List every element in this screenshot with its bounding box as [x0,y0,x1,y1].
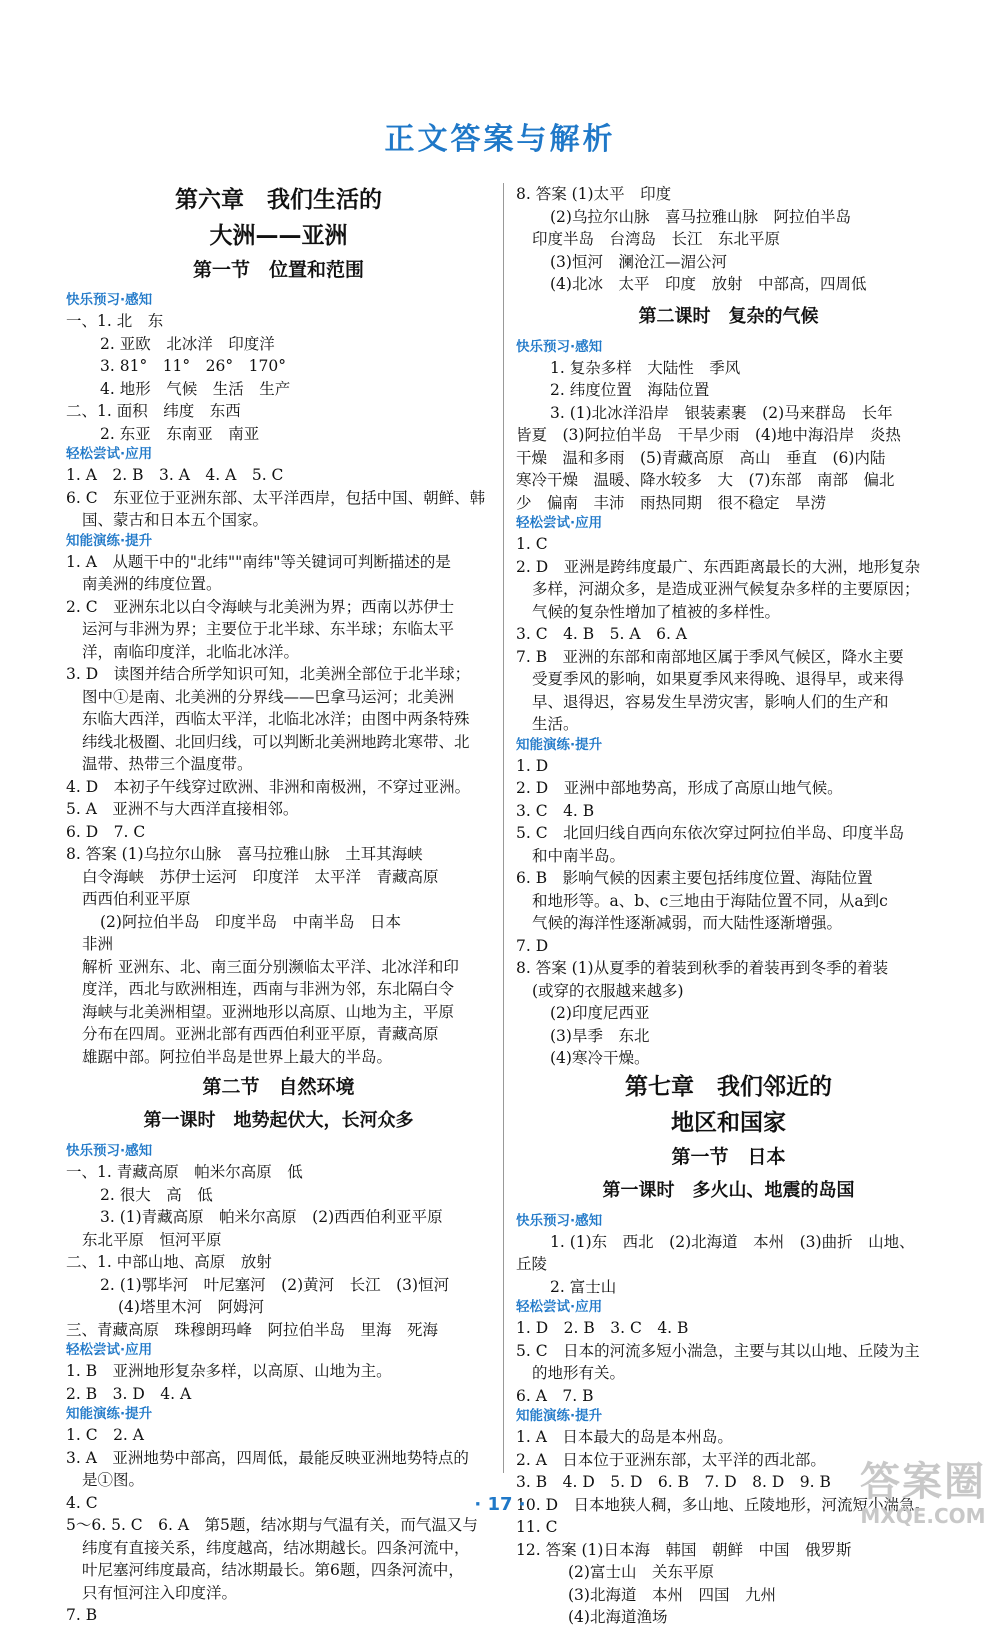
answer-line: 5～6. 5. C 6. A 第5题，结冰期与气温有关，而气温又与 [66,1516,478,1534]
answer-line: 10. D 日本地狭人稠，多山地、丘陵地形，河流短小湍急。 [516,1495,931,1514]
answer-line: 二、1. 中部山地、高原 放射 [66,1253,272,1271]
watermark-logo [860,1460,986,1528]
subsection-label: 知能演练·提升 [66,532,153,549]
answer-line: 分布在四周。亚洲北部有西西伯利亚平原，青藏高原 [82,1025,439,1043]
page-title: 正文答案与解析 [384,122,616,157]
answer-line: 1. 复杂多样 大陆性 季风 [550,358,741,377]
answer-line: 7. B [66,1606,98,1624]
answer-line: 解析 亚洲东、北、南三面分别濒临太平洋、北冰洋和印 [82,957,459,976]
answer-line: 3. B 4. D 5. D 6. B 7. D 8. D 9. B [516,1473,831,1491]
answer-line: 一、1. 北 东 [66,312,164,330]
answer-line: (或穿的衣服越来越多) [532,981,684,1000]
column-divider [503,183,504,1473]
answer-line: 3. (1)青藏高原 帕米尔高原 (2)西西伯利亚平原 [100,1208,443,1226]
answer-line: (3)旱季 东北 [550,1026,650,1045]
answer-line: (3)北海道 本州 四国 九州 [568,1585,776,1604]
answer-line: (2)阿拉伯半岛 印度半岛 中南半岛 日本 [100,912,401,931]
lesson-heading: 第一课时 地势起伏大，长河众多 [143,1110,414,1131]
answer-line: 受夏季风的影响，如果夏季风来得晚、退得早，或来得 [532,670,905,688]
answer-line: 少 偏南 丰沛 雨热同期 很不稳定 旱涝 [516,493,827,512]
answer-line: 6. B 影响气候的因素主要包括纬度位置、海陆位置 [516,869,873,887]
subsection-label: 快乐预习·感知 [516,1212,603,1229]
answer-line: 皆夏 (3)阿拉伯半岛 干旱少雨 (4)地中海沿岸 炎热 [516,426,901,444]
answer-line: 2. 东亚 东南亚 南亚 [100,424,260,443]
left-column [66,183,491,1627]
answer-line: 6. D 7. C [66,822,146,841]
answer-line: 4. D 本初子午线穿过欧洲、非洲和南极洲，不穿过亚洲。 [66,777,471,796]
right-column [516,183,941,1629]
answer-line: 3. C 4. B 5. A 6. A [516,625,687,643]
chapter-heading: 第六章 我们生活的 [175,187,382,213]
answer-line: 12. 答案 (1)日本海 韩国 朝鲜 中国 俄罗斯 [516,1540,852,1559]
answer-line: 2. B 3. D 4. A [66,1384,192,1403]
answer-line: 8. 答案 (1)太平 印度 [516,185,672,203]
subsection-label: 轻松尝试·应用 [66,446,153,462]
subsection-label: 轻松尝试·应用 [516,515,603,531]
answer-line: 白令海峡 苏伊士运河 印度洋 太平洋 青藏高原 [82,867,439,886]
answer-line: 二、1. 面积 纬度 东西 [66,402,241,420]
answer-line: 生活。 [532,715,579,733]
subsection-label: 快乐预习·感知 [516,338,603,355]
subsection-label: 轻松尝试·应用 [66,1342,153,1358]
answer-line: 只有恒河注入印度洋。 [82,1583,238,1602]
answer-line: 纬线北极圈、北回归线，可以判断北美洲地跨北寒带、北 [82,732,470,751]
chapter-heading: 大洲——亚洲 [209,223,348,249]
section-heading: 第二节 自然环境 [202,1076,355,1098]
chapter-heading: 地区和国家 [671,1109,786,1136]
answer-line: 丘陵 [516,1255,548,1273]
answer-line: 和地形等。a、b、c三地由于海陆位置不同，从a到c [532,891,888,910]
answer-line: 海峡与北美洲相望。亚洲地形以高原、山地为主，平原 [82,1002,455,1021]
section-heading: 第一节 日本 [671,1145,786,1168]
answer-line: 5. C 北回归线自西向东依次穿过阿拉伯半岛、印度半岛 [516,824,905,842]
answer-line: 2. 很大 高 低 [100,1185,213,1204]
answer-line: (3)恒河 澜沧江—湄公河 [550,252,727,271]
answer-line: 和中南半岛。 [532,846,626,865]
answer-line: 4. 地形 气候 生活 生产 [100,379,291,398]
section-heading: 第一节 位置和范围 [192,259,364,281]
answer-line: 2. 亚欧 北冰洋 印度洋 [100,334,275,353]
answer-line: 1. C 2. A [66,1426,144,1444]
answer-line: 1. D 2. B 3. C 4. B [516,1319,689,1337]
answer-line: 2. C 亚洲东北以白令海峡与北美洲为界；西南以苏伊士 [66,597,455,616]
watermark-logo-text: 答案圈 [860,1459,986,1505]
answer-line: 东北平原 恒河平原 [82,1230,222,1249]
answer-line: 6. C 东亚位于亚洲东部、太平洋西岸，包括中国、朝鲜、韩 [66,488,486,507]
answer-line: 东临大西洋，西临太平洋，北临北冰洋；由图中两条特殊 [82,710,470,728]
answer-line: 3. (1)北冰洋沿岸 银装素裹 (2)马来群岛 长年 [550,403,893,422]
answer-line: 三、青藏高原 珠穆朗玛峰 阿拉伯半岛 里海 死海 [66,1320,439,1339]
answer-line: 洋，南临印度洋，北临北冰洋。 [82,642,300,661]
answer-line: 1. A 2. B 3. A 4. A 5. C [66,466,284,484]
answer-line: 6. A 7. B [516,1386,594,1405]
answer-line: 5. A 亚洲不与大西洋直接相邻。 [66,800,299,818]
answer-line: 气候的复杂性增加了植被的多样性。 [532,602,781,621]
chapter-heading: 第七章 我们邻近的 [625,1073,832,1100]
answer-line: 3. A 亚洲地势中部高，四周低，最能反映亚洲地势特点的 [66,1448,469,1467]
subsection-label: 快乐预习·感知 [66,1143,153,1159]
answer-line: 1. A 日本最大的岛是本州岛。 [516,1428,733,1446]
answer-line: 8. 答案 (1)乌拉尔山脉 喜马拉雅山脉 土耳其海峡 [66,845,423,863]
answer-line: 南美洲的纬度位置。 [82,575,222,593]
answer-line: 2. D 亚洲中部地势高，形成了高原山地气候。 [516,779,843,797]
subsection-label: 知能演练·提升 [516,736,603,753]
answer-line: (4)塔里木河 阿姆河 [118,1298,264,1316]
lesson-heading: 第二课时 复杂的气候 [638,305,819,327]
answer-line: 7. B 亚洲的东部和南部地区属于季风气候区，降水主要 [516,647,904,666]
answer-line: 2. 富士山 [550,1277,617,1296]
answer-line: (2)乌拉尔山脉 喜马拉雅山脉 阿拉伯半岛 [550,207,851,226]
answer-line: 是①图。 [82,1471,145,1489]
answer-line: 纬度有直接关系，纬度越高，结冰期越长。四条河流中， [82,1538,470,1557]
answer-line: 3. C 4. B [516,801,595,820]
answer-line: 11. C [516,1518,558,1536]
answer-line: 5. C 日本的河流多短小湍急，主要与其以山地、丘陵为主 [516,1341,920,1360]
answer-line: 干燥 温和多雨 (5)青藏高原 高山 垂直 (6)内陆 [516,448,886,467]
subsection-label: 知能演练·提升 [66,1406,153,1422]
answer-line: 1. C [516,535,548,553]
answer-line: 2. D 亚洲是跨纬度最广、东西距离最长的大洲，地形复杂 [516,557,921,576]
subsection-label: 快乐预习·感知 [66,292,153,308]
answer-line: (4)北海道渔场 [568,1608,668,1626]
answer-line: 雄踞中部。阿拉伯半岛是世界上最大的半岛。 [82,1047,393,1066]
answer-line: 早、退得迟，容易发生旱涝灾害，影响人们的生产和 [532,692,889,711]
answer-line: 图中①是南、北美洲的分界线——巴拿马运河；北美洲 [82,687,455,706]
answer-line: 1. (1)东 西北 (2)北海道 本州 (3)曲折 山地、 [550,1232,915,1251]
answer-line: 3. D 读图并结合所学知识可知，北美洲全部位于北半球； [66,665,471,683]
answer-line: 国、蒙古和日本五个国家。 [82,511,269,529]
answer-line: 2. 纬度位置 海陆位置 [550,381,710,399]
answer-line: 度洋，西北与欧洲相连，西南与非洲为邻，东北隔白令 [82,980,455,998]
answer-line: (2)印度尼西亚 [550,1004,650,1022]
answer-line: (2)富士山 关东平原 [568,1563,714,1581]
answer-line: 寒冷干燥 温暖、降水较多 大 (7)东部 南部 偏北 [516,471,895,489]
answer-line: 非洲 [82,935,114,953]
answer-line: 多样，河湖众多，是造成亚洲气候复杂多样的主要原因； [532,580,920,598]
answer-line: 7. D [516,936,549,955]
answer-line: 一、1. 青藏高原 帕米尔高原 低 [66,1163,303,1181]
answer-line: 2. A 日本位于亚洲东部，太平洋的西北部。 [516,1450,826,1469]
answer-line: 1. A 从题干中的"北纬""南纬"等关键词可判断描述的是 [66,552,451,571]
answer-line: 2. (1)鄂毕河 叶尼塞河 (2)黄河 长江 (3)恒河 [100,1275,450,1294]
answer-line: (4)北冰 太平 印度 放射 中部高，四周低 [550,275,867,293]
answer-line: 气候的海洋性逐渐减弱，而大陆性逐渐增强。 [532,914,843,932]
lesson-heading: 第一课时 多火山、地震的岛国 [602,1179,855,1201]
answer-line: 叶尼塞河纬度最高，结冰期最长。第6题，四条河流中， [82,1561,464,1579]
answer-line: 3. 81° 11° 26° 170° [100,357,286,375]
subsection-label: 知能演练·提升 [516,1408,603,1424]
answer-line: 1. D [516,756,549,775]
page-number: · 17 · [474,1494,526,1515]
answer-line: 西西伯利亚平原 [82,890,191,908]
answer-line: 的地形有关。 [532,1364,626,1382]
answer-line: (4)寒冷干燥。 [550,1049,650,1067]
answer-line: 4. C [66,1493,98,1512]
subsection-label: 轻松尝试·应用 [516,1299,603,1315]
answer-line: 印度半岛 台湾岛 长江 东北平原 [532,230,781,248]
answer-line: 温带、热带三个温度带。 [82,755,253,773]
answer-line: 1. B 亚洲地形复杂多样，以高原、山地为主。 [66,1362,392,1380]
answer-line: 8. 答案 (1)从夏季的着装到秋季的着装再到冬季的着装 [516,959,889,977]
watermark-url: MXQE.COM [860,1504,986,1528]
answer-line: 运河与非洲为界；主要位于北半球、东半球；东临太平 [82,620,455,638]
